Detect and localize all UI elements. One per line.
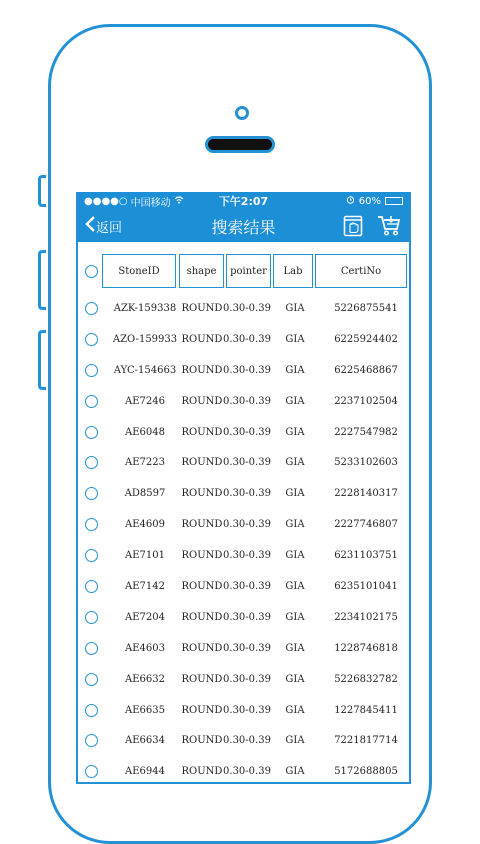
nav-bar bbox=[78, 210, 409, 242]
table-body bbox=[78, 294, 409, 784]
row-select-radio[interactable] bbox=[85, 734, 98, 747]
cell-pointer: 0.30-0.39 bbox=[223, 704, 271, 716]
cell-certi-no: 2227547982 bbox=[334, 426, 398, 438]
table-row[interactable] bbox=[78, 479, 409, 510]
cell-lab: GIA bbox=[285, 642, 305, 654]
cell-pointer: 0.30-0.39 bbox=[223, 364, 271, 376]
cell-stone-id: AE6634 bbox=[125, 735, 165, 747]
row-select-radio[interactable] bbox=[85, 673, 98, 686]
page-title: 搜索结果 bbox=[211, 217, 276, 237]
cell-shape: ROUND bbox=[181, 766, 223, 778]
cell-lab: GIA bbox=[285, 303, 305, 314]
cell-stone-id: AE4603 bbox=[125, 642, 165, 654]
cell-shape: ROUND bbox=[181, 735, 223, 747]
cell-pointer: 0.30-0.39 bbox=[223, 581, 271, 593]
cell-certi-no: 6235101041 bbox=[334, 581, 398, 593]
cell-shape: ROUND bbox=[181, 673, 223, 685]
cell-certi-no: 2227746807 bbox=[334, 519, 398, 531]
cell-lab: GIA bbox=[285, 333, 305, 345]
row-select-radio[interactable] bbox=[85, 302, 98, 315]
cell-lab: GIA bbox=[285, 488, 305, 500]
cell-stone-id: AE7223 bbox=[125, 457, 165, 469]
cell-pointer: 0.30-0.39 bbox=[223, 303, 271, 314]
row-select-radio[interactable] bbox=[85, 333, 98, 346]
cell-lab: GIA bbox=[285, 735, 305, 747]
cell-shape: ROUND bbox=[181, 333, 223, 345]
cell-stone-id: AE6048 bbox=[125, 426, 165, 438]
cell-pointer: 0.30-0.39 bbox=[223, 766, 271, 778]
back-label: 返回 bbox=[96, 220, 123, 236]
mute-switch bbox=[38, 175, 46, 207]
status-time: 下午2:07 bbox=[218, 195, 269, 208]
cell-certi-no: 6225468867 bbox=[334, 364, 398, 376]
cell-stone-id: AD8597 bbox=[124, 488, 166, 500]
row-select-radio[interactable] bbox=[85, 549, 98, 562]
front-camera bbox=[235, 106, 249, 120]
row-select-radio[interactable] bbox=[85, 426, 98, 439]
cell-certi-no: 6225924402 bbox=[334, 333, 398, 345]
cell-stone-id: AE6944 bbox=[125, 766, 165, 778]
cell-shape: ROUND bbox=[181, 611, 223, 623]
cell-certi-no: 5172688805 bbox=[334, 766, 398, 778]
cell-stone-id: AE6632 bbox=[125, 673, 165, 685]
cell-pointer: 0.30-0.39 bbox=[223, 457, 271, 469]
cell-lab: GIA bbox=[285, 364, 305, 376]
battery-percent: 60% bbox=[358, 195, 381, 207]
table-row[interactable] bbox=[78, 510, 409, 541]
volume-up-button bbox=[38, 250, 46, 310]
header-shape[interactable]: shape bbox=[179, 254, 224, 288]
signal-strength: ●●●●○ bbox=[84, 195, 128, 207]
cell-certi-no: 6231103751 bbox=[334, 550, 398, 562]
cell-certi-no: 2234102175 bbox=[334, 611, 398, 623]
table-row[interactable] bbox=[78, 325, 409, 356]
cell-certi-no: 5233102603 bbox=[334, 457, 398, 469]
row-select-radio[interactable] bbox=[85, 518, 98, 531]
cell-pointer: 0.30-0.39 bbox=[223, 488, 271, 500]
table-row[interactable] bbox=[78, 634, 409, 665]
cell-stone-id: AE7142 bbox=[125, 581, 165, 593]
row-select-radio[interactable] bbox=[85, 395, 98, 408]
row-select-radio[interactable] bbox=[85, 580, 98, 593]
cell-shape: ROUND bbox=[181, 457, 223, 469]
cell-certi-no: 2237102504 bbox=[334, 395, 398, 407]
table-row[interactable] bbox=[78, 665, 409, 696]
table-row[interactable] bbox=[78, 448, 409, 479]
cell-shape: ROUND bbox=[181, 303, 223, 314]
cell-shape: ROUND bbox=[181, 550, 223, 562]
cart-icon[interactable] bbox=[377, 214, 401, 238]
table-row[interactable] bbox=[78, 541, 409, 572]
table-row[interactable] bbox=[78, 356, 409, 387]
cell-lab: GIA bbox=[285, 766, 305, 778]
cell-shape: ROUND bbox=[181, 519, 223, 531]
cell-lab: GIA bbox=[285, 611, 305, 623]
header-stone-id[interactable]: StoneID bbox=[102, 254, 176, 288]
cell-lab: GIA bbox=[285, 395, 305, 407]
cell-certi-no: 1227845411 bbox=[334, 704, 398, 716]
header-certi-no[interactable]: CertiNo bbox=[315, 254, 407, 288]
row-select-radio[interactable] bbox=[85, 704, 98, 717]
cell-stone-id: AYC-154663 bbox=[113, 364, 177, 376]
cell-lab: GIA bbox=[285, 426, 305, 438]
row-select-radio[interactable] bbox=[85, 642, 98, 655]
cell-stone-id: AE6635 bbox=[125, 704, 165, 716]
battery-icon bbox=[385, 197, 403, 205]
nav-actions bbox=[341, 214, 401, 238]
header-lab[interactable]: Lab bbox=[273, 254, 313, 288]
carrier-name: 中国移动 bbox=[130, 197, 171, 209]
cell-shape: ROUND bbox=[181, 704, 223, 716]
cell-certi-no: 5226832782 bbox=[334, 673, 398, 685]
table-row[interactable] bbox=[78, 387, 409, 418]
table-row[interactable] bbox=[78, 603, 409, 634]
cell-shape: ROUND bbox=[181, 395, 223, 407]
header-pointer[interactable]: pointer bbox=[226, 254, 271, 288]
cell-lab: GIA bbox=[285, 519, 305, 531]
table-header bbox=[78, 254, 409, 290]
cell-stone-id: AE7101 bbox=[125, 550, 165, 562]
cell-stone-id: AE7204 bbox=[125, 611, 165, 623]
row-select-radio[interactable] bbox=[85, 611, 98, 624]
cell-lab: GIA bbox=[285, 704, 305, 716]
cell-pointer: 0.30-0.39 bbox=[223, 550, 271, 562]
cell-pointer: 0.30-0.39 bbox=[223, 333, 271, 345]
cell-lab: GIA bbox=[285, 581, 305, 593]
back-button[interactable] bbox=[84, 215, 122, 237]
table-row[interactable] bbox=[78, 757, 409, 784]
select-all-radio[interactable] bbox=[85, 265, 98, 278]
status-bar bbox=[78, 192, 409, 210]
earpiece-speaker bbox=[205, 136, 275, 153]
cell-shape: ROUND bbox=[181, 364, 223, 376]
row-select-radio[interactable] bbox=[85, 364, 98, 377]
cell-certi-no: 1228746818 bbox=[334, 642, 398, 654]
cell-certi-no: 5226875541 bbox=[334, 303, 398, 314]
cell-stone-id: AZK-159338 bbox=[113, 303, 177, 314]
table-row[interactable] bbox=[78, 572, 409, 603]
cell-stone-id: AE7246 bbox=[125, 395, 165, 407]
cell-certi-no: 7221817714 bbox=[334, 735, 398, 747]
volume-down-button bbox=[38, 330, 46, 390]
cell-pointer: 0.30-0.39 bbox=[223, 519, 271, 531]
row-select-radio[interactable] bbox=[85, 487, 98, 500]
cell-shape: ROUND bbox=[181, 426, 223, 438]
cell-pointer: 0.30-0.39 bbox=[223, 673, 271, 685]
cell-pointer: 0.30-0.39 bbox=[223, 642, 271, 654]
cell-shape: ROUND bbox=[181, 581, 223, 593]
row-select-radio[interactable] bbox=[85, 765, 98, 778]
cell-lab: GIA bbox=[285, 457, 305, 469]
cell-pointer: 0.30-0.39 bbox=[223, 735, 271, 747]
table-row[interactable] bbox=[78, 294, 409, 325]
table-row[interactable] bbox=[78, 418, 409, 449]
cell-shape: ROUND bbox=[181, 642, 223, 654]
cell-stone-id: AZO-159933 bbox=[112, 333, 178, 345]
table-row[interactable] bbox=[78, 726, 409, 757]
table-row[interactable] bbox=[78, 696, 409, 727]
cell-pointer: 0.30-0.39 bbox=[223, 611, 271, 623]
cell-certi-no: 2228140317 bbox=[334, 488, 398, 500]
screen bbox=[76, 192, 411, 784]
cell-shape: ROUND bbox=[181, 488, 223, 500]
hand-card-icon[interactable] bbox=[341, 214, 365, 238]
chevron-left-icon bbox=[84, 215, 96, 237]
cell-pointer: 0.30-0.39 bbox=[223, 395, 271, 407]
cell-pointer: 0.30-0.39 bbox=[223, 426, 271, 438]
cell-lab: GIA bbox=[285, 673, 305, 685]
cell-lab: GIA bbox=[285, 550, 305, 562]
row-select-radio[interactable] bbox=[85, 456, 98, 469]
cell-stone-id: AE4609 bbox=[125, 519, 165, 531]
